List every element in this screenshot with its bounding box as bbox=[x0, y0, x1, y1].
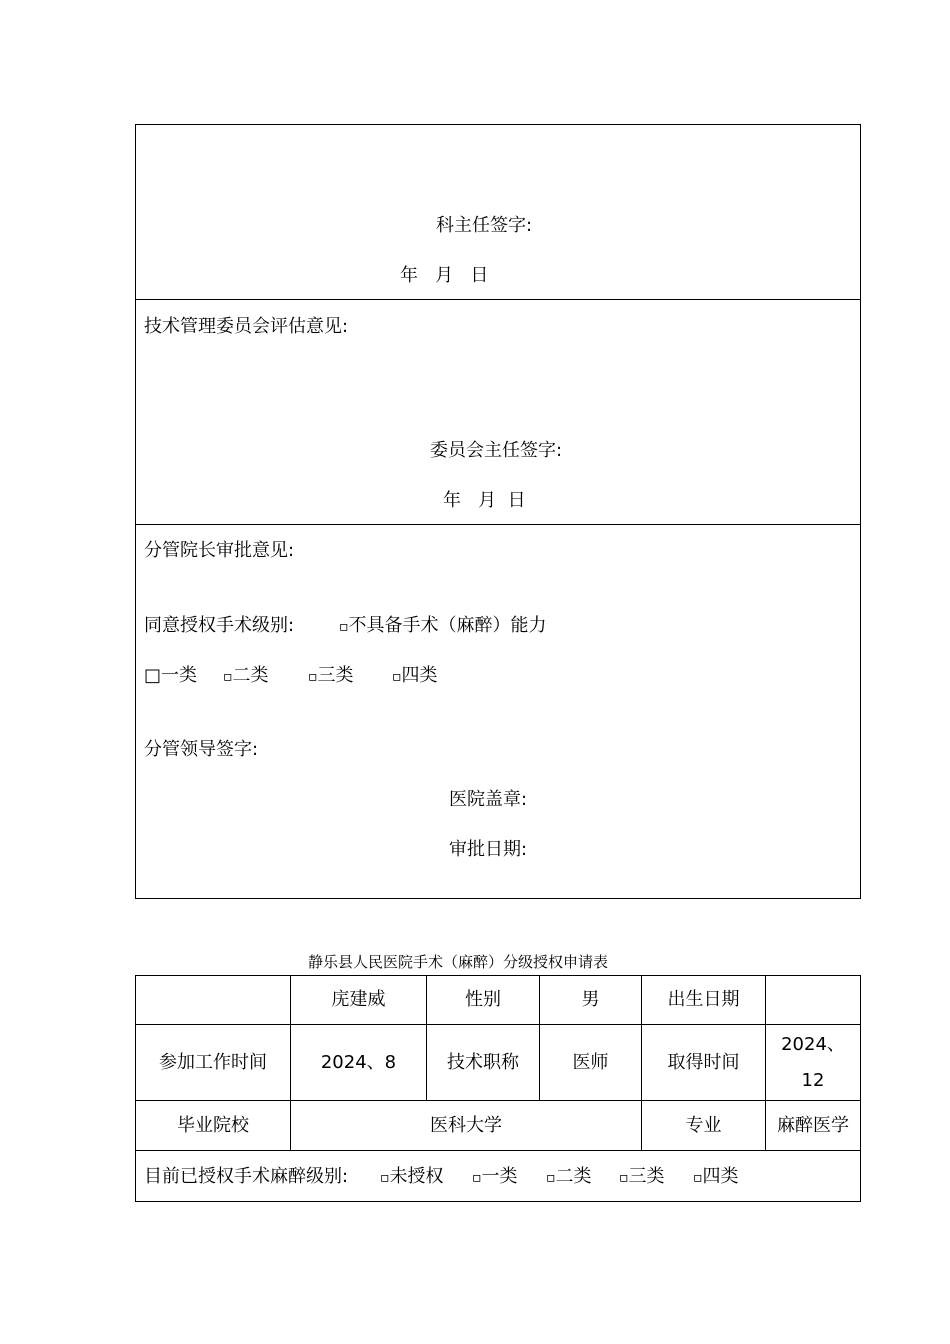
leader-signature-label: 分管领导签字: bbox=[144, 739, 259, 760]
hospital-seal-label: 医院盖章: bbox=[449, 789, 528, 810]
approval-date-label: 审批日期: bbox=[449, 839, 528, 860]
work-start-label-cell: 参加工作时间 bbox=[159, 1051, 267, 1073]
name-label-cell bbox=[136, 976, 290, 1024]
current-level-option-label: 四类 bbox=[702, 1166, 739, 1187]
checkbox-icon[interactable]: ▫ bbox=[392, 669, 402, 685]
level-option-label: 一类 bbox=[161, 665, 198, 686]
level-option-label: 四类 bbox=[401, 665, 438, 686]
checkbox-icon[interactable]: ▫ bbox=[693, 1170, 703, 1186]
title-label-cell: 技术职称 bbox=[447, 1051, 519, 1073]
vp-opinion-label: 分管院长审批意见: bbox=[144, 540, 295, 561]
school-value-cell: 医科大学 bbox=[430, 1114, 502, 1136]
checkbox-icon[interactable]: ▫ bbox=[619, 1170, 629, 1186]
checkbox-icon[interactable]: □ bbox=[144, 665, 162, 686]
level-option-4[interactable] bbox=[392, 665, 438, 688]
table-row-line bbox=[135, 1150, 861, 1151]
checkbox-icon[interactable]: ▫ bbox=[308, 669, 318, 685]
section-divider-committee bbox=[135, 299, 861, 300]
obtained-value-line1: 2024、 bbox=[781, 1033, 845, 1055]
current-level-option-2[interactable] bbox=[546, 1166, 592, 1189]
current-level-option-label: 三类 bbox=[628, 1166, 665, 1187]
school-label-cell: 毕业院校 bbox=[177, 1114, 249, 1136]
work-start-value-cell: 2024、8 bbox=[320, 1051, 397, 1073]
major-label-cell: 专业 bbox=[685, 1114, 722, 1136]
birth-label-cell: 出生日期 bbox=[667, 989, 740, 1010]
current-level-option-label: 一类 bbox=[481, 1166, 518, 1187]
level-option-1[interactable] bbox=[144, 665, 197, 687]
checkbox-icon[interactable]: ▫ bbox=[546, 1170, 556, 1186]
current-level-option-unauthorized[interactable] bbox=[380, 1166, 444, 1189]
checkbox-icon[interactable]: ▫ bbox=[223, 669, 233, 685]
level-option-label: 二类 bbox=[232, 665, 269, 686]
checkbox-icon[interactable]: ▫ bbox=[472, 1170, 482, 1186]
dept-head-signature-label: 科主任签字: bbox=[436, 215, 533, 236]
current-level-option-3[interactable] bbox=[619, 1166, 665, 1189]
checkbox-icon[interactable]: ▫ bbox=[339, 619, 349, 635]
checkbox-icon[interactable]: ▫ bbox=[380, 1170, 390, 1186]
gender-value-cell: 男 bbox=[581, 989, 600, 1010]
level-option-label: 三类 bbox=[317, 665, 354, 686]
committee-chair-signature-label: 委员会主任签字: bbox=[430, 440, 563, 461]
current-level-label: 目前已授权手术麻醉级别: bbox=[144, 1166, 349, 1187]
current-level-option-label: 二类 bbox=[555, 1166, 592, 1187]
obtained-value-cell bbox=[766, 1025, 860, 1100]
not-qualified-option-label: 不具备手术（麻醉）能力 bbox=[348, 615, 547, 636]
obtained-value-line2: 12 bbox=[801, 1069, 825, 1091]
table-caption: 静乐县人民医院手术（麻醉）分级授权申请表 bbox=[308, 953, 609, 971]
not-qualified-option[interactable] bbox=[339, 615, 547, 638]
committee-opinion-label: 技术管理委员会评估意见: bbox=[144, 316, 349, 337]
name-value-cell: 庑建威 bbox=[331, 989, 386, 1010]
current-level-option-4[interactable] bbox=[693, 1166, 739, 1189]
current-level-option-1[interactable] bbox=[472, 1166, 518, 1189]
obtained-label-cell: 取得时间 bbox=[667, 1051, 740, 1073]
authorized-level-label: 同意授权手术级别: bbox=[144, 615, 295, 636]
level-option-2[interactable] bbox=[223, 665, 269, 688]
major-value-cell: 麻醉医学 bbox=[777, 1114, 849, 1136]
current-level-option-label: 未授权 bbox=[389, 1166, 444, 1187]
section-divider-vp bbox=[135, 524, 861, 525]
committee-date-label: 年 月 日 bbox=[443, 490, 526, 511]
dept-date-label: 年 月 日 bbox=[400, 265, 489, 286]
birth-value-cell bbox=[766, 976, 860, 1024]
title-value-cell: 医师 bbox=[572, 1051, 609, 1073]
gender-label-cell: 性别 bbox=[465, 989, 501, 1010]
level-option-3[interactable] bbox=[308, 665, 354, 688]
